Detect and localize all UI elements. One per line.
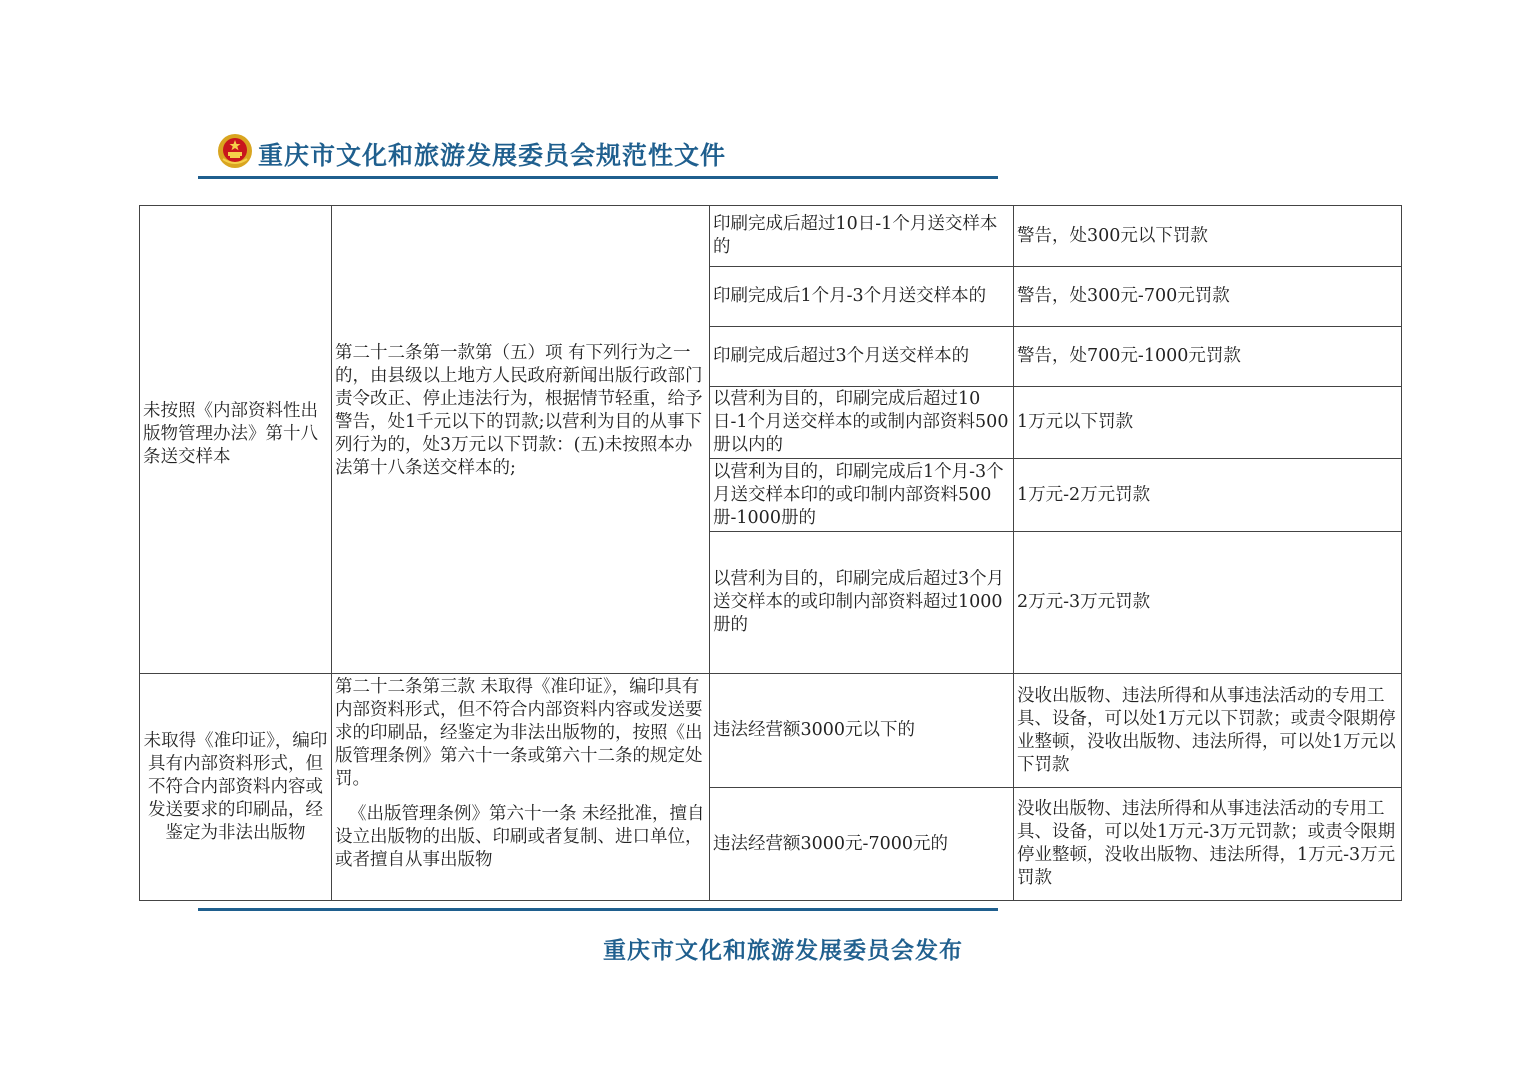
penalty-text: 警告，处300元-700元罚款	[1017, 286, 1230, 306]
circumstance-text: 以营利为目的，印刷完成后超过10日-1个月送交样本的或制内部资料500册以内的	[713, 389, 1009, 455]
legal-basis-text: 《出版管理条例》第六十一条 未经批准，擅自设立出版物的出版、印刷或者复制、进口单位，或者擅自从事出版物	[335, 804, 705, 870]
penalty-cell	[1013, 458, 1402, 532]
penalty-cell	[1013, 386, 1402, 459]
penalty-cell	[1013, 266, 1402, 327]
penalty-cell	[1013, 673, 1402, 788]
document-footer-title: 重庆市文化和旅游发展委员会发布	[603, 937, 963, 964]
penalty-text: 2万元-3万元罚款	[1017, 592, 1151, 612]
circumstance-cell	[709, 386, 1014, 459]
penalty-cell	[1013, 531, 1402, 674]
legal-basis-text: 第二十二条第三款 未取得《准印证》，编印具有内部资料形式，但不符合内部资料内容或发送要求的印刷品，经鉴定为非法出版物的，按照《出版管理条例》第六十一条或第六十二条的规定处罚。	[335, 677, 703, 789]
circumstance-text: 印刷完成后1个月-3个月送交样本的	[713, 286, 987, 306]
header-divider	[198, 176, 998, 179]
legal-basis-cell	[331, 205, 710, 674]
circumstance-cell	[709, 266, 1014, 327]
violation-cell	[139, 205, 332, 674]
violation-text: 未按照《内部资料性出版物管理办法》第十八条送交样本	[143, 401, 318, 467]
circumstance-cell	[709, 205, 1014, 267]
circumstance-cell	[709, 531, 1014, 674]
penalty-text: 1万元-2万元罚款	[1017, 484, 1151, 505]
document-header-title: 重庆市文化和旅游发展委员会规范性文件	[258, 141, 727, 170]
penalty-text: 没收出版物、违法所得和从事违法活动的专用工具、设备，可以处1万元-3万元罚款；或责令限期停业整顿，没收出版物、违法所得，1万元-3万元罚款	[1017, 799, 1396, 888]
circumstance-cell	[709, 458, 1014, 532]
penalty-cell	[1013, 787, 1402, 901]
circumstance-text: 以营利为目的，印刷完成后超过3个月送交样本的或印制内部资料超过1000册的	[713, 569, 1005, 635]
footer-divider	[198, 908, 998, 911]
circumstance-text: 印刷完成后超过10日-1个月送交样本的	[713, 214, 998, 257]
circumstance-cell	[709, 326, 1014, 387]
national-emblem-icon	[217, 133, 253, 169]
circumstance-cell	[709, 673, 1014, 788]
violation-text: 未取得《准印证》，编印具有内部资料形式，但不符合内部资料内容或发送要求的印刷品，经鉴定为非法出版物	[143, 730, 328, 843]
penalty-cell	[1013, 326, 1402, 387]
circumstance-text: 印刷完成后超过3个月送交样本的	[713, 346, 970, 366]
penalty-text: 警告，处700元-1000元罚款	[1017, 346, 1241, 366]
penalty-cell	[1013, 205, 1402, 267]
penalty-text: 没收出版物、违法所得和从事违法活动的专用工具、设备，可以处1万元以下罚款；或责令限期停业整顿，没收出版物、违法所得，可以处1万元以下罚款	[1017, 685, 1396, 775]
violation-cell	[139, 673, 332, 901]
legal-basis-text: 第二十二条第一款第（五）项 有下列行为之一的，由县级以上地方人民政府新闻出版行政部门责令改正、停止违法行为，根据情节轻重，给予警告，处1千元以下的罚款;以营利为目的从事下列行为的，处3万元以下罚款：(五)未按照本办法第十八条送交样本的;	[335, 343, 703, 478]
circumstance-cell	[709, 787, 1014, 901]
circumstance-text: 违法经营额3000元-7000元的	[713, 833, 948, 854]
circumstance-text: 违法经营额3000元以下的	[713, 720, 916, 740]
legal-basis-cell	[331, 673, 710, 901]
circumstance-text: 以营利为目的，印刷完成后1个月-3个月送交样本印的或印制内部资料500册-1000册的	[713, 461, 1004, 528]
penalty-text: 警告，处300元以下罚款	[1017, 225, 1208, 246]
penalty-text: 1万元以下罚款	[1017, 412, 1134, 432]
